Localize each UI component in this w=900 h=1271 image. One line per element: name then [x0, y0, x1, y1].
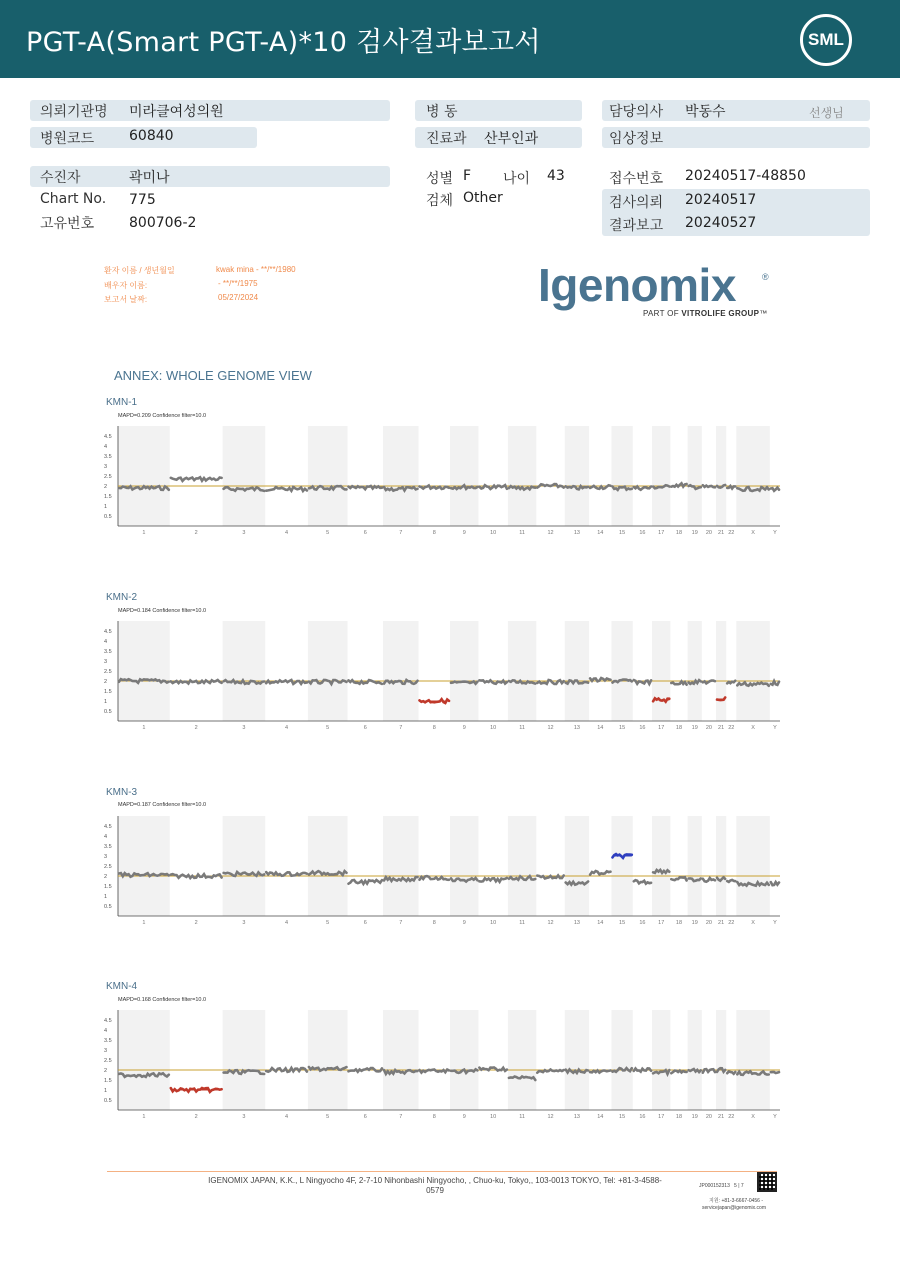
chromosome-band [716, 816, 726, 916]
chromosome-label: 1 [142, 920, 146, 926]
chromosome-label: 9 [462, 530, 466, 536]
report-header [0, 0, 900, 78]
y-tick-label: 4.5 [104, 824, 112, 830]
copy-number-segment-12 [537, 875, 563, 878]
chromosome-band [736, 1010, 770, 1110]
chromosome-label: 20 [705, 725, 712, 731]
chromosome-band [716, 1010, 726, 1110]
chromosome-band [223, 816, 266, 916]
patient-name-value: kwak mina - **/**/1980 [216, 265, 296, 274]
institution-label: 의뢰기관명 [40, 104, 108, 120]
partner-value: - **/**/1975 [218, 279, 258, 288]
chart-4-title: KMN-4 [106, 981, 138, 992]
y-tick-label: 3 [104, 854, 108, 860]
qr-code-icon [757, 1172, 777, 1192]
copy-number-segment-8 [420, 876, 450, 880]
copy-number-segment-14 [590, 485, 610, 489]
chart-3-title: KMN-3 [106, 787, 138, 798]
age-label: 나이 [503, 171, 531, 187]
sex-label: 성별 [426, 171, 454, 187]
chromosome-band [611, 1010, 632, 1110]
chromosome-label: 22 [728, 920, 735, 926]
clinical-label: 임상정보 [609, 131, 664, 147]
subtitle-tm: ™ [759, 309, 768, 318]
chromosome-band [118, 816, 170, 916]
chromosome-label: 14 [597, 920, 604, 926]
chromosome-label: 1 [142, 1114, 146, 1120]
chromosome-label: 4 [285, 1114, 289, 1120]
report-date-label: 결과보고 [609, 218, 664, 234]
chromosome-label: 15 [619, 920, 626, 926]
chromosome-label: 15 [619, 725, 626, 731]
y-tick-label: 3 [104, 464, 108, 470]
chromosome-label: 18 [675, 725, 683, 731]
doctor-suffix: 선생님 [809, 106, 844, 120]
chromosome-label: 18 [675, 920, 683, 926]
chromosome-label: X [751, 725, 755, 731]
receipt-label: 접수번호 [609, 171, 664, 187]
chromosome-label: 15 [619, 1114, 626, 1120]
copy-number-segment-18 [671, 1071, 686, 1074]
chromosome-label: 10 [490, 920, 497, 926]
y-tick-label: 4 [104, 639, 108, 645]
chromosome-label: 2 [194, 530, 198, 536]
patient-value: 곽미나 [129, 170, 170, 186]
chromosome-label: 6 [363, 1114, 367, 1120]
chromosome-label: 9 [462, 1114, 466, 1120]
y-tick-label: 1.5 [104, 884, 112, 890]
y-tick-label: 2.5 [104, 1058, 112, 1064]
page-number: 5 | 7 [734, 1183, 744, 1189]
chromosome-label: 2 [194, 725, 198, 731]
chromosome-label: Y [773, 725, 777, 731]
chromosome-label: 20 [705, 920, 712, 926]
chromosome-label: 22 [728, 530, 735, 536]
chromosome-band [508, 816, 536, 916]
patient-label: 수진자 [40, 170, 81, 186]
y-tick-label: 4.5 [104, 629, 112, 635]
chromosome-label: 12 [547, 530, 554, 536]
chromosome-label: 18 [675, 530, 683, 536]
chromosome-label: 15 [619, 530, 626, 536]
chromosome-band [383, 426, 419, 526]
chromosome-label: 11 [519, 725, 525, 731]
chromosome-label: 22 [728, 725, 735, 731]
chromosome-label: 8 [432, 1114, 436, 1120]
doctor-value: 박동수 [685, 104, 726, 120]
y-tick-label: 1.5 [104, 689, 112, 695]
sex-value: F [463, 168, 472, 184]
copy-number-segment-22 [727, 681, 735, 684]
chromosome-label: 1 [142, 725, 146, 731]
institution-value: 미라클여성의원 [129, 104, 224, 120]
chromosome-band [652, 621, 670, 721]
chromosome-label: 1 [142, 530, 146, 536]
y-tick-label: 0.5 [104, 904, 112, 910]
chromosome-label: 5 [326, 530, 330, 536]
y-tick-label: 2.5 [104, 474, 112, 480]
copy-number-segment-20 [703, 681, 715, 684]
y-tick-label: 4 [104, 834, 108, 840]
copy-number-segment-18 [671, 877, 686, 880]
chromosome-band [508, 1010, 536, 1110]
chromosome-band [450, 621, 478, 721]
chromosome-label: 2 [194, 920, 198, 926]
chromosome-label: 10 [490, 725, 497, 731]
copy-number-segment-4 [266, 487, 307, 491]
chart-1-genome-plot [100, 422, 790, 540]
copy-number-segment-17 [653, 870, 669, 873]
chromosome-band [118, 621, 170, 721]
copy-number-segment-14 [590, 871, 610, 875]
chromosome-label: 21 [718, 1114, 725, 1120]
report-date-value: 20240527 [685, 215, 757, 231]
y-tick-label: 2 [104, 874, 108, 880]
chromosome-label: 12 [547, 1114, 554, 1120]
receipt-value: 20240517-48850 [685, 168, 806, 184]
chromosome-band [688, 426, 702, 526]
y-tick-label: 2 [104, 1068, 108, 1074]
chromosome-band [383, 1010, 419, 1110]
chromosome-label: 3 [242, 920, 246, 926]
copy-number-segment-22 [727, 1072, 735, 1074]
specimen-label: 검체 [426, 193, 454, 209]
chromosome-label: 21 [718, 725, 725, 731]
chromosome-band [450, 1010, 478, 1110]
copy-number-segment-20 [703, 878, 715, 882]
contact-email: servicejapan@igenomix.com [702, 1205, 766, 1211]
copy-number-segment-20 [703, 1069, 715, 1073]
chromosome-label: 5 [326, 725, 330, 731]
chromosome-label: 21 [718, 530, 725, 536]
chromosome-band [611, 621, 632, 721]
chromosome-label: 6 [363, 530, 367, 536]
chromosome-label: 8 [432, 920, 436, 926]
patient-name-label: 환자 이름 / 생년월일 [104, 266, 175, 275]
chart-2-title: KMN-2 [106, 592, 138, 603]
y-tick-label: 0.5 [104, 709, 112, 715]
chromosome-band [652, 816, 670, 916]
footer-divider [107, 1171, 777, 1172]
copy-number-segment-4 [266, 1068, 307, 1072]
chromosome-label: 10 [490, 1114, 497, 1120]
chart-3-subtitle: MAPD=0.187 Confidence filter=10.0 [118, 802, 207, 808]
hospital-code-value: 60840 [129, 128, 174, 144]
partner-label: 배우자 이름: [104, 281, 148, 290]
chromosome-label: 11 [519, 1114, 525, 1120]
chromosome-label: 6 [363, 920, 367, 926]
subtitle-group: VITROLIFE GROUP [681, 309, 760, 318]
y-tick-label: 1 [104, 1088, 108, 1094]
hospital-code-label: 병원코드 [40, 131, 95, 147]
chromosome-label: 8 [432, 725, 436, 731]
chromosome-label: 7 [399, 920, 403, 926]
chromosome-band [308, 621, 348, 721]
chromosome-label: 17 [658, 725, 665, 731]
igenomix-subtitle [643, 309, 768, 318]
y-tick-label: 1.5 [104, 494, 112, 500]
chromosome-band [565, 621, 589, 721]
chromosome-label: 17 [658, 1114, 665, 1120]
chromosome-band [565, 816, 589, 916]
chromosome-label: 16 [639, 920, 646, 926]
copy-number-segment-6 [349, 880, 383, 884]
chromosome-label: 7 [399, 725, 403, 731]
doctor-label: 담당의사 [609, 104, 664, 120]
chromosome-band [716, 426, 726, 526]
y-tick-label: 0.5 [104, 514, 112, 520]
chromosome-label: 13 [573, 1114, 580, 1120]
chromosome-band [611, 426, 632, 526]
chromosome-band [223, 426, 266, 526]
report-date-en-value: 05/27/2024 [218, 293, 259, 302]
chromosome-band [383, 816, 419, 916]
chromosome-label: X [751, 920, 755, 926]
sml-logo-text: SML [808, 30, 844, 49]
chromosome-label: 7 [399, 530, 403, 536]
chromosome-label: 16 [639, 530, 646, 536]
chromosome-band [736, 816, 770, 916]
copy-number-segment-8 [420, 1070, 450, 1073]
ward-label: 병 동 [426, 104, 458, 120]
chart-1-title: KMN-1 [106, 397, 138, 408]
chromosome-label: X [751, 530, 755, 536]
chromosome-band [508, 621, 536, 721]
chromosome-label: Y [773, 1114, 777, 1120]
y-tick-label: 2.5 [104, 669, 112, 675]
chromosome-band [308, 426, 348, 526]
chromosome-label: 22 [728, 1114, 735, 1120]
request-date-label: 검사의뢰 [609, 195, 664, 211]
chromosome-band [716, 621, 726, 721]
copy-number-segment-Y [771, 882, 779, 885]
y-tick-label: 1 [104, 699, 108, 705]
request-date-value: 20240517 [685, 192, 757, 208]
chromosome-label: 21 [718, 920, 725, 926]
specimen-value: Other [463, 190, 503, 206]
chromosome-band [223, 1010, 266, 1110]
chromosome-label: 2 [194, 1114, 198, 1120]
igenomix-logo: Igenomix [538, 259, 736, 311]
chromosome-label: Y [773, 530, 777, 536]
chromosome-band [383, 621, 419, 721]
department-value: 산부인과 [484, 131, 539, 147]
chromosome-label: 7 [399, 1114, 403, 1120]
chromosome-band [223, 621, 266, 721]
chromosome-band [652, 1010, 670, 1110]
chart-1-subtitle: MAPD=0.209 Confidence filter=10.0 [118, 413, 207, 419]
chromosome-label: 17 [658, 530, 665, 536]
copy-number-segment-Y [771, 681, 779, 685]
y-tick-label: 3 [104, 1048, 108, 1054]
chart-2-subtitle: MAPD=0.184 Confidence filter=10.0 [118, 608, 207, 614]
chromosome-label: 6 [363, 725, 367, 731]
y-tick-label: 2.5 [104, 864, 112, 870]
chart-2-genome-plot [100, 617, 790, 735]
y-tick-label: 4.5 [104, 434, 112, 440]
chromosome-band [652, 426, 670, 526]
copy-number-segment-22 [727, 880, 735, 882]
chromosome-band [688, 1010, 702, 1110]
y-tick-label: 1 [104, 894, 108, 900]
igenomix-registered-mark: ® [762, 272, 769, 282]
chromosome-label: 19 [691, 920, 698, 926]
chromosome-label: 14 [597, 1114, 604, 1120]
unique-id-label: 고유번호 [40, 216, 95, 232]
chromosome-band [118, 426, 170, 526]
age-value: 43 [547, 168, 565, 184]
chromosome-label: 3 [242, 725, 246, 731]
copy-number-segment-2 [171, 874, 222, 878]
copy-number-segment-12 [537, 484, 563, 488]
chart-4-genome-plot [100, 1006, 790, 1124]
chromosome-label: 12 [547, 725, 554, 731]
y-tick-label: 2 [104, 484, 108, 490]
y-tick-label: 3 [104, 659, 108, 665]
chromosome-label: Y [773, 920, 777, 926]
chromosome-label: 4 [285, 530, 289, 536]
chart-no-label: Chart No. [40, 191, 107, 207]
doc-no: JP000152313 [699, 1183, 730, 1189]
copy-number-segment-4 [266, 872, 307, 876]
chromosome-label: 8 [432, 530, 436, 536]
y-tick-label: 4.5 [104, 1018, 112, 1024]
copy-number-segment-16 [634, 487, 651, 490]
chromosome-label: 9 [462, 920, 466, 926]
chromosome-band [611, 816, 632, 916]
copy-number-segment-16 [634, 880, 651, 884]
chromosome-band [308, 1010, 348, 1110]
copy-number-segment-Y [771, 488, 779, 491]
chromosome-band [118, 1010, 170, 1110]
chromosome-label: 3 [242, 1114, 246, 1120]
y-tick-label: 1.5 [104, 1078, 112, 1084]
chart-no-value: 775 [129, 192, 156, 208]
chromosome-label: 14 [597, 530, 604, 536]
sml-logo [800, 14, 852, 66]
y-tick-label: 3.5 [104, 454, 112, 460]
department-label: 진료과 [426, 131, 467, 147]
chromosome-label: 3 [242, 530, 246, 536]
chromosome-band [688, 816, 702, 916]
y-tick-label: 3.5 [104, 844, 112, 850]
chromosome-band [736, 621, 770, 721]
chromosome-band [565, 1010, 589, 1110]
y-tick-label: 1 [104, 504, 108, 510]
chromosome-label: 5 [326, 1114, 330, 1120]
copy-number-segment-22 [727, 486, 735, 489]
chromosome-label: 13 [573, 725, 580, 731]
y-tick-label: 0.5 [104, 1098, 112, 1104]
copy-number-segment-10 [479, 878, 507, 882]
chromosome-label: 16 [639, 1114, 646, 1120]
chromosome-label: 9 [462, 725, 466, 731]
chromosome-label: 11 [519, 920, 525, 926]
copy-number-segment-18 [671, 681, 686, 684]
chromosome-label: 12 [547, 920, 554, 926]
contact-tel: 지원: +81-3-6667-0456 - [709, 1198, 763, 1204]
chromosome-label: 18 [675, 1114, 683, 1120]
patient-field-bg [30, 166, 390, 187]
chromosome-label: 20 [705, 1114, 712, 1120]
y-tick-label: 2 [104, 679, 108, 685]
chromosome-label: 19 [691, 530, 698, 536]
chromosome-band [508, 426, 536, 526]
y-tick-label: 3.5 [104, 649, 112, 655]
copy-number-segment-10 [479, 485, 507, 489]
subtitle-prefix: PART OF [643, 309, 682, 318]
chromosome-label: 19 [691, 1114, 698, 1120]
chromosome-label: 13 [573, 530, 580, 536]
chromosome-band [450, 816, 478, 916]
chromosome-label: 17 [658, 920, 665, 926]
chromosome-label: 20 [705, 530, 712, 536]
chromosome-label: 13 [573, 920, 580, 926]
chromosome-label: 5 [326, 920, 330, 926]
chromosome-band [450, 426, 478, 526]
chromosome-label: 4 [285, 920, 289, 926]
copy-number-segment-2 [171, 477, 222, 481]
chromosome-label: 19 [691, 725, 698, 731]
chromosome-band [308, 816, 348, 916]
chromosome-band [565, 426, 589, 526]
unique-id-value: 800706-2 [129, 215, 197, 231]
y-tick-label: 4 [104, 444, 108, 450]
footer-address: IGENOMIX JAPAN, K.K., L Ningyocho 4F, 2-7-10 Nihonbashi Ningyocho, , Chuo-ku, Tokyo,, 103-0013 TOKYO, Tel: +81-3-4588-0579 [208, 1176, 662, 1195]
copy-number-segment-Y [771, 1072, 779, 1073]
y-tick-label: 3.5 [104, 1038, 112, 1044]
chart-4-subtitle: MAPD=0.168 Confidence filter=10.0 [118, 997, 207, 1003]
annex-title: ANNEX: WHOLE GENOME VIEW [114, 368, 312, 383]
chromosome-label: 11 [519, 530, 525, 536]
document-number [699, 1183, 744, 1189]
chromosome-band [688, 621, 702, 721]
copy-number-segment-18 [671, 483, 686, 486]
copy-number-segment-14 [590, 1070, 610, 1072]
chromosome-label: X [751, 1114, 755, 1120]
chart-3-genome-plot [100, 812, 790, 930]
y-tick-label: 4 [104, 1028, 108, 1034]
report-date-en-label: 보고서 날짜: [104, 295, 148, 304]
copy-number-segment-20 [703, 485, 715, 487]
chromosome-label: 4 [285, 725, 289, 731]
chromosome-band [736, 426, 770, 526]
report-title: PGT-A(Smart PGT-A)*10 검사결과보고서 [26, 27, 541, 58]
chromosome-label: 16 [639, 725, 646, 731]
chromosome-label: 14 [597, 725, 604, 731]
chromosome-label: 10 [490, 530, 497, 536]
